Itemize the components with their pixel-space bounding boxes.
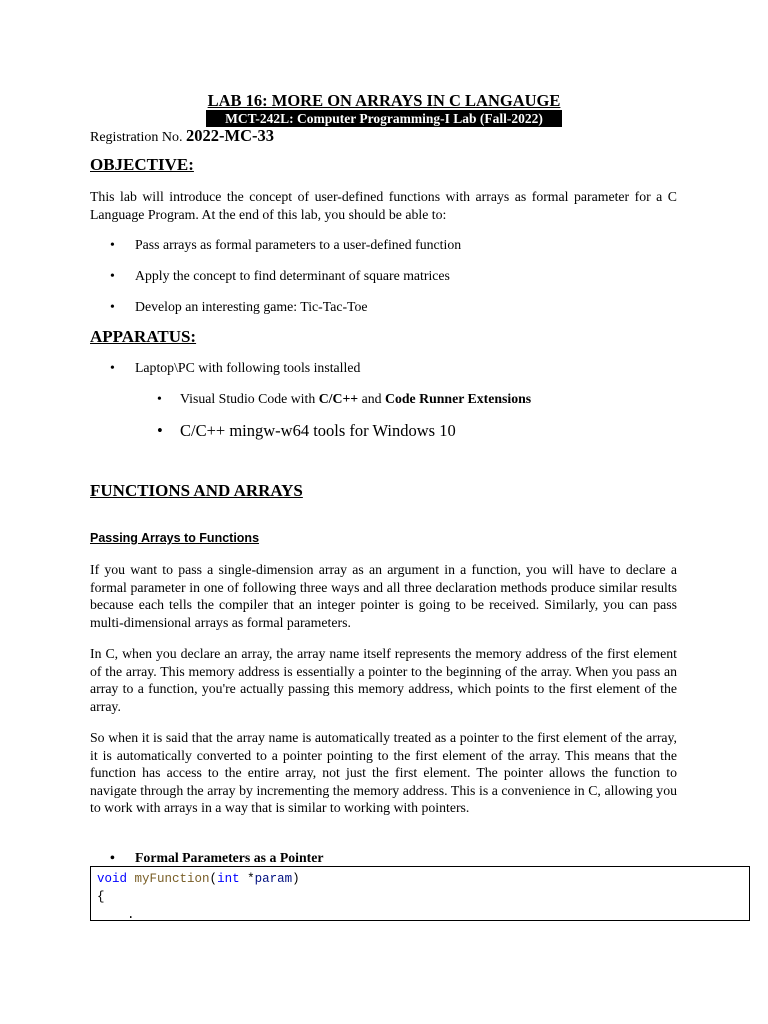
bullet-icon: •: [110, 237, 115, 252]
paragraph-2: In C, when you declare an array, the array name itself represents the memory address of the first element of the array. This memory address is essentially a pointer to the beginning of the array. When you pass an array to a function, you're actually passing this memory address, which points to the first element of the array.: [90, 646, 677, 714]
paragraph-3: So when it is said that the array name is automatically treated as a pointer to the first element of the array, it is automatically converted to a pointer pointing to the first element of the array. This means that the function has access to the entire array, not just the first element. The pointer allows the function to navigate through the array by incrementing the memory address. This is a convenience in C, allowing you to work with arrays in a way that is similar to working with pointers.: [90, 730, 677, 815]
course-banner: MCT-242L: Computer Programming-I Lab (Fall-2022): [206, 110, 562, 127]
registration-label: Registration No.: [90, 130, 187, 145]
page-title: LAB 16: MORE ON ARRAYS IN C LANGAUGE: [207, 91, 561, 110]
apparatus-subitem-1: • Visual Studio Code with C/C++ and Code Runner Extensions: [157, 391, 532, 406]
paragraph-1: If you want to pass a single-dimension array as an argument in a function, you will have to declare a formal parameter in one of following three ways and all three declaration methods produce similar results because each tells the compiler that an integer pointer is going to be received. Similarly, you can pass multi-dimensional arrays as formal parameters.: [90, 562, 677, 630]
code-function-name: myFunction: [134, 872, 210, 886]
apparatus-heading: APPARATUS:: [90, 327, 197, 346]
passing-arrays-subheading: Passing Arrays to Functions: [90, 531, 260, 545]
code-line-3: .: [97, 908, 135, 922]
objective-intro: This lab will introduce the concept of user-defined functions with arrays as formal parameter for a C Language Program. At the end of this lab, you should be able to:: [90, 189, 677, 222]
bullet-icon: •: [110, 850, 115, 865]
objective-bullet-1: • Pass arrays as formal parameters to a user-defined function: [110, 237, 462, 252]
code-keyword-int: int: [217, 872, 240, 886]
bullet-icon: •: [110, 268, 115, 283]
objective-heading: OBJECTIVE:: [90, 155, 194, 174]
bullet-icon: •: [110, 360, 115, 375]
code-param: param: [254, 872, 293, 886]
bullet-icon: •: [157, 391, 162, 406]
objective-bullet-3: • Develop an interesting game: Tic-Tac-Toe: [110, 299, 368, 314]
bullet-icon: •: [110, 299, 115, 314]
code-keyword-void: void: [97, 872, 128, 886]
registration-line: [90, 126, 274, 148]
bullet-icon: •: [157, 421, 163, 440]
apparatus-item: • Laptop\PC with following tools installed: [110, 360, 361, 375]
registration-value: 2022-MC-33: [186, 126, 275, 145]
pointer-bullet: • Formal Parameters as a Pointer: [110, 850, 324, 865]
objective-bullet-2: • Apply the concept to find determinant of square matrices: [110, 268, 450, 283]
code-line-2: {: [97, 890, 105, 904]
code-block: void myFunction(int *param) { .: [90, 866, 750, 921]
apparatus-subitem-2: • C/C++ mingw-w64 tools for Windows 10: [157, 421, 456, 440]
functions-heading: FUNCTIONS AND ARRAYS: [90, 481, 303, 500]
